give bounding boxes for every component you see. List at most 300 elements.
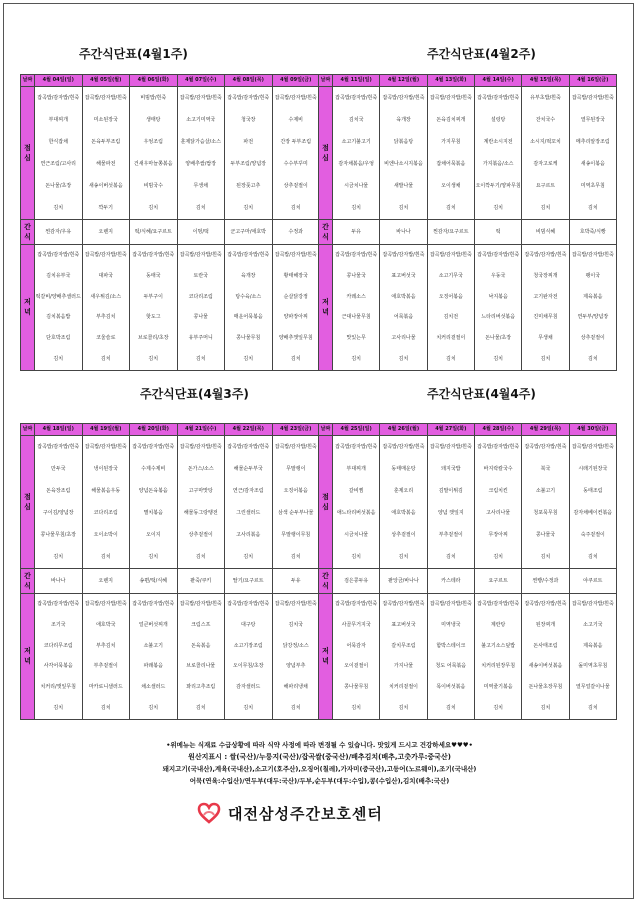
menu-item: 잡곡밥/감자밥/흰죽 bbox=[37, 601, 80, 607]
menu-item: 호박죽/식빵 bbox=[579, 229, 606, 235]
menu-cell bbox=[177, 436, 225, 569]
menu-item: 열무얼갈이나물 bbox=[575, 684, 610, 691]
menu-item: 김치 bbox=[445, 356, 456, 363]
menu-item: 두유 bbox=[351, 229, 361, 235]
menu-item: 무장아찌 bbox=[488, 532, 508, 538]
menu-item: 김치 bbox=[195, 705, 206, 712]
menu-item: 부대찌개 bbox=[346, 466, 366, 472]
menu-item: 만두국 bbox=[51, 466, 66, 472]
menu-item: 소고기장조림 bbox=[233, 642, 263, 649]
menu-item: 잡곡밥/감자밥/흰죽 bbox=[227, 95, 270, 101]
menu-cell bbox=[569, 245, 616, 371]
menu-cell bbox=[427, 87, 474, 220]
menu-cell bbox=[82, 245, 130, 371]
menu-item: 갈비찜 bbox=[348, 488, 364, 494]
menu-item: 수수부꾸미 bbox=[283, 161, 308, 167]
menu-item: 잡곡밥/감자밥/흰죽 bbox=[524, 252, 567, 258]
menu-cell bbox=[272, 87, 320, 220]
week3-menu-table bbox=[20, 423, 320, 720]
day-header: 4월 23일(금) bbox=[272, 424, 320, 436]
menu-item: 우동국 bbox=[490, 272, 506, 279]
menu-item: 오렌지 bbox=[98, 578, 113, 584]
menu-item: 꽈리고추조림 bbox=[186, 684, 216, 691]
menu-item: 맛있는무 bbox=[346, 335, 366, 342]
menu-item: 낙지볶음 bbox=[488, 293, 508, 300]
menu-item: 잡곡밥/감자밥/흰죽 bbox=[335, 252, 378, 258]
menu-item: 김치전 bbox=[443, 314, 459, 321]
menu-cell bbox=[177, 594, 225, 720]
menu-cell bbox=[333, 245, 380, 371]
menu-item: 양파장아찌 bbox=[283, 314, 308, 321]
menu-item: 오이소박이 bbox=[93, 532, 118, 538]
menu-item: 김치 bbox=[445, 705, 456, 712]
menu-cell bbox=[333, 569, 380, 594]
menu-cell bbox=[130, 436, 178, 569]
day-header: 4월 11일(일) bbox=[333, 75, 380, 87]
menu-item: 고사리볶음 bbox=[236, 532, 261, 538]
menu-cell bbox=[225, 245, 273, 371]
menu-item: 김말이튀김 bbox=[438, 488, 463, 494]
meal-section-row bbox=[21, 87, 320, 220]
menu-cell bbox=[333, 220, 380, 245]
menu-item: 치커리/깻잎무침 bbox=[40, 684, 76, 691]
menu-item: 수정과 bbox=[288, 229, 303, 235]
menu-cell bbox=[569, 436, 616, 569]
menu-item: 바나나 bbox=[396, 229, 411, 235]
menu-item: 잡곡밥/감자밥/흰죽 bbox=[477, 444, 520, 450]
menu-cell bbox=[35, 569, 83, 594]
day-header: 4월 29일(목) bbox=[522, 424, 569, 436]
menu-item: 유부주머니 bbox=[188, 335, 213, 342]
menu-item: 대구탕 bbox=[241, 621, 256, 628]
menu-item: 잡곡밥/감자밥/흰죽 bbox=[227, 444, 270, 450]
menu-cell bbox=[130, 569, 178, 594]
date-label: 날짜 bbox=[21, 424, 35, 436]
date-label: 날짜 bbox=[319, 424, 333, 436]
menu-item: 느타리버섯볶음 bbox=[481, 314, 516, 321]
menu-item: 김치국 bbox=[348, 117, 364, 123]
menu-item: 김치볶음밥 bbox=[46, 314, 71, 321]
menu-item: 진미채무침 bbox=[533, 314, 558, 321]
menu-item: 김치유부국 bbox=[46, 272, 71, 279]
menu-item: 잡곡밥/감자밥/흰죽 bbox=[132, 252, 175, 258]
menu-item: 잡곡밥/감자밥/흰죽 bbox=[179, 444, 222, 450]
menu-cell bbox=[333, 436, 380, 569]
menu-item: 김치 bbox=[398, 356, 409, 363]
menu-item: 된장풋고추 bbox=[236, 183, 261, 189]
day-header: 4월 21일(수) bbox=[177, 424, 225, 436]
day-header: 4월 28일(수) bbox=[474, 424, 521, 436]
menu-item: 잡곡밥/감자밥/흰죽 bbox=[571, 252, 614, 258]
menu-item: 잡곡밥/감자밥/흰죽 bbox=[132, 444, 175, 450]
menu-item: 표고버섯국 bbox=[391, 621, 416, 628]
menu-item: 김치 bbox=[290, 554, 301, 560]
menu-item: 돈육두부조림 bbox=[91, 139, 121, 145]
menu-cell bbox=[35, 87, 83, 220]
menu-item: 소불고기 bbox=[535, 488, 556, 494]
menu-item: 찐빵/수정과 bbox=[532, 578, 559, 584]
menu-cell bbox=[82, 594, 130, 720]
day-header: 4월 27일(화) bbox=[427, 424, 474, 436]
meal-label: 점 심 bbox=[319, 436, 333, 569]
menu-item: 육개장 bbox=[241, 272, 256, 279]
menu-item: 잡곡밥/감자밥/흰죽 bbox=[335, 601, 378, 607]
menu-item: 김치 bbox=[100, 705, 111, 712]
menu-item: 콩나물 bbox=[193, 314, 208, 321]
menu-item: 양념돈육볶음 bbox=[138, 488, 168, 494]
menu-item: 상추겉절이 bbox=[580, 335, 605, 342]
menu-cell bbox=[569, 594, 616, 720]
menu-item: 김치 bbox=[587, 356, 598, 363]
menu-item: 잡곡밥/감자밥/흰죽 bbox=[571, 444, 614, 450]
menu-item: 새송이버섯볶음 bbox=[88, 183, 123, 189]
menu-item: 돈사태조림 bbox=[533, 642, 558, 649]
menu-cell bbox=[380, 594, 427, 720]
menu-item: 돌미역초무침 bbox=[578, 663, 608, 670]
menu-item: 코다리조림 bbox=[93, 510, 118, 516]
menu-item: 콩나물무침 bbox=[344, 684, 369, 691]
meal-section-row bbox=[21, 569, 320, 594]
menu-item: 소고기무국 bbox=[438, 272, 463, 279]
menu-item: 코다리무조림 bbox=[43, 642, 73, 649]
menu-cell bbox=[130, 245, 178, 371]
week2-title: 주간식단표(4월2주) bbox=[427, 47, 536, 61]
menu-item: 김치 bbox=[351, 356, 361, 363]
menu-item: 깍두기 bbox=[98, 205, 113, 211]
menu-item: 김치 bbox=[195, 356, 206, 363]
day-header: 4월 05일(월) bbox=[82, 75, 130, 87]
day-header: 4월 15일(목) bbox=[522, 75, 569, 87]
menu-item: 시금치나물 bbox=[344, 532, 369, 538]
menu-item: 김치 bbox=[351, 705, 361, 712]
menu-item: 김치 bbox=[148, 554, 159, 560]
menu-cell bbox=[522, 245, 569, 371]
menu-cell bbox=[427, 220, 474, 245]
menu-item: 김치 bbox=[243, 205, 254, 211]
menu-item: 김치 bbox=[540, 356, 551, 363]
menu-item: 훈제닭가슴살/소스 bbox=[180, 139, 221, 145]
menu-item: 계란소시지전 bbox=[483, 139, 513, 145]
day-header: 4월 30일(금) bbox=[569, 424, 616, 436]
menu-item: 파래볶음 bbox=[143, 663, 163, 670]
day-header: 4월 09일(금) bbox=[272, 75, 320, 87]
menu-item: 얼큰버섯찌개 bbox=[138, 621, 168, 628]
menu-item: 바나나 bbox=[51, 578, 66, 584]
menu-item: 김치 bbox=[398, 705, 409, 712]
menu-item: 떡/식혜/요구르트 bbox=[134, 229, 172, 235]
menu-item: 잡곡밥/감자밥/흰죽 bbox=[335, 444, 378, 450]
day-header: 4월 26일(월) bbox=[380, 424, 427, 436]
menu-item: 잡곡밥/감자밥/흰죽 bbox=[84, 601, 127, 607]
menu-item: 돈육볶음 bbox=[191, 642, 211, 649]
menu-cell bbox=[474, 594, 521, 720]
menu-item: 열무된장국 bbox=[580, 117, 605, 123]
menu-item: 오이지 bbox=[146, 532, 161, 538]
menu-item: 잡곡밥/감자밥/흰죽 bbox=[274, 444, 317, 450]
date-label: 날짜 bbox=[21, 75, 35, 87]
menu-item: 고구마맛탕 bbox=[188, 488, 213, 494]
menu-item: 고사리나물 bbox=[391, 335, 416, 342]
menu-item: 비엔나소시지볶음 bbox=[384, 161, 423, 167]
week4-title: 주간식단표(4월4주) bbox=[427, 387, 536, 401]
menu-item: 양배추쌈/쌈장 bbox=[185, 161, 217, 167]
menu-item: 오이깍두기/양파무침 bbox=[475, 183, 521, 189]
menu-item: 김치 bbox=[290, 356, 301, 363]
menu-item: 잡곡밥/감자밥/흰죽 bbox=[477, 252, 520, 258]
menu-item: 송편/떡/식혜 bbox=[139, 578, 168, 584]
menu-item: 계란탕 bbox=[490, 621, 506, 628]
menu-item: 상추겉절이 bbox=[391, 532, 416, 538]
menu-item: 팥죽/쿠키 bbox=[190, 578, 212, 584]
menu-item: 김치 bbox=[148, 205, 159, 211]
menu-item: 무말랭이 bbox=[286, 466, 306, 472]
menu-item: 김치 bbox=[100, 356, 111, 363]
menu-item: 비빔국수 bbox=[143, 183, 163, 189]
menu-item: 생태탕 bbox=[146, 117, 161, 123]
menu-item: 코울슬로 bbox=[96, 335, 116, 342]
menu-item: 잡곡밥/감자밥/흰죽 bbox=[571, 95, 614, 101]
menu-item: 가지볶음/소스 bbox=[482, 161, 514, 167]
menu-cell bbox=[522, 569, 569, 594]
day-header: 4월 12일(월) bbox=[380, 75, 427, 87]
menu-item: 잡곡밥/감자밥/흰죽 bbox=[84, 444, 127, 450]
menu-item: 시래기된장국 bbox=[578, 466, 608, 472]
menu-item: 떡갈비/양배추샐러드 bbox=[35, 293, 81, 300]
menu-item: 건새우마늘쫑볶음 bbox=[133, 161, 173, 167]
menu-item: 김치 bbox=[398, 554, 409, 560]
menu-cell bbox=[474, 436, 521, 569]
day-header: 4월 22일(목) bbox=[225, 424, 273, 436]
menu-cell bbox=[177, 220, 225, 245]
menu-item: 김치 bbox=[243, 356, 254, 363]
meal-section-row bbox=[319, 245, 617, 371]
menu-item: 양념 깻잎지 bbox=[437, 510, 464, 516]
menu-cell bbox=[130, 87, 178, 220]
menu-item: 오징어볶음 bbox=[283, 488, 308, 494]
menu-cell bbox=[82, 436, 130, 569]
menu-item: 두부조림/양념장 bbox=[230, 161, 266, 167]
menu-item: 콩나물국 bbox=[346, 272, 366, 279]
menu-item: 김치 bbox=[587, 554, 598, 560]
menu-item: 무말랭이무침 bbox=[281, 532, 311, 538]
menu-item: 새발나물 bbox=[393, 183, 414, 189]
menu-item: 김치 bbox=[53, 554, 64, 560]
menu-item: 팥앙금/바나나 bbox=[388, 578, 419, 584]
menu-item: 해파리냉채 bbox=[283, 684, 308, 691]
menu-item: 오이무침/초장 bbox=[232, 663, 264, 670]
menu-item: 설렁탕 bbox=[490, 117, 506, 123]
menu-item: 잡곡밥/감자밥/흰죽 bbox=[84, 252, 127, 258]
date-label: 날짜 bbox=[319, 75, 333, 87]
menu-item: 김치 bbox=[445, 554, 456, 560]
menu-item: 매운어묵볶음 bbox=[233, 314, 263, 321]
menu-item: 오이겉절이 bbox=[344, 663, 369, 670]
menu-item: 김치 bbox=[493, 356, 503, 363]
menu-item: 돈나물초장무침 bbox=[528, 684, 563, 691]
menu-item: 감자고로케 bbox=[533, 161, 558, 167]
menu-item: 소불고기 bbox=[143, 642, 163, 649]
menu-item: 코다리조림 bbox=[188, 293, 213, 300]
menu-item: 무생채 bbox=[538, 335, 553, 342]
menu-item: 잡곡밥/감자밥/흰죽 bbox=[429, 95, 472, 101]
menu-item: 해물파전 bbox=[96, 161, 116, 167]
menu-item: 요구르트 bbox=[535, 183, 556, 189]
menu-item: 육개장 bbox=[396, 117, 411, 123]
menu-cell bbox=[225, 569, 273, 594]
menu-cell bbox=[177, 87, 225, 220]
menu-item: 브로콜리나물 bbox=[186, 663, 216, 670]
meal-section-row bbox=[21, 220, 320, 245]
menu-item: 수제비 bbox=[288, 117, 303, 123]
day-header: 4월 06일(화) bbox=[130, 75, 178, 87]
menu-item: 잡곡밥/감자밥/흰죽 bbox=[477, 601, 520, 607]
menu-item: 잡곡밥/감자밥/흰죽 bbox=[429, 252, 472, 258]
menu-cell bbox=[333, 594, 380, 720]
menu-item: 청국장 bbox=[241, 117, 256, 123]
meal-section-row bbox=[319, 569, 617, 594]
menu-item: 김치 bbox=[195, 554, 206, 560]
menu-item: 토란국 bbox=[193, 272, 208, 279]
menu-item: 청국장찌개 bbox=[533, 272, 558, 279]
meal-section-row bbox=[319, 87, 617, 220]
menu-item: 가지나물 bbox=[393, 663, 414, 670]
menu-item: 제육볶음 bbox=[583, 642, 603, 649]
menu-item: 애느타리버섯볶음 bbox=[336, 510, 376, 516]
week4-menu-table bbox=[318, 423, 617, 720]
meal-label: 점 심 bbox=[21, 87, 35, 220]
menu-item: 마카로니샐러드 bbox=[88, 684, 123, 691]
menu-item: 멸치볶음 bbox=[143, 510, 163, 516]
menu-cell bbox=[272, 220, 320, 245]
menu-item: 잡곡밥/감자밥/흰죽 bbox=[382, 252, 425, 258]
menu-item: 잡곡밥/감자밥/흰죽 bbox=[524, 601, 567, 607]
menu-item: 그린샐러드 bbox=[236, 510, 261, 516]
meal-section-row bbox=[319, 436, 617, 569]
menu-item: 갈치무조림 bbox=[391, 642, 416, 649]
menu-cell bbox=[427, 569, 474, 594]
menu-item: 비빔식혜 bbox=[535, 229, 556, 235]
meal-section-row bbox=[319, 220, 617, 245]
menu-item: 잡곡밥/감자밥/흰죽 bbox=[274, 252, 317, 258]
menu-item: 잡곡밥/감자밥/흰죽 bbox=[382, 601, 425, 607]
menu-item: 훈제오리 bbox=[393, 488, 414, 494]
menu-item: 김치 bbox=[445, 205, 456, 211]
menu-cell bbox=[82, 220, 130, 245]
menu-item: 미역냉국 bbox=[441, 621, 461, 628]
heart-knot-logo-icon bbox=[197, 801, 221, 825]
menu-item: 김치 bbox=[351, 205, 361, 211]
menu-item: 간장 두부조림 bbox=[280, 139, 312, 145]
menu-item: 북국 bbox=[540, 466, 551, 472]
menu-item: 김치 bbox=[351, 554, 361, 560]
menu-cell bbox=[225, 436, 273, 569]
menu-item: 닭볶음탕 bbox=[393, 139, 414, 145]
menu-item: 동태매운탕 bbox=[391, 466, 416, 472]
meal-label: 간 식 bbox=[21, 569, 35, 594]
menu-cell bbox=[35, 436, 83, 569]
menu-item: 소시지/떡꼬치 bbox=[530, 139, 561, 145]
menu-item: 된장찌개 bbox=[535, 621, 556, 628]
menu-item: 부추김치 bbox=[96, 314, 116, 321]
menu-item: 청도 어묵볶음 bbox=[435, 663, 467, 670]
menu-item: 동태조림 bbox=[583, 488, 603, 494]
day-header: 4월 07일(수) bbox=[177, 75, 225, 87]
menu-item: 부추겉절이 bbox=[93, 663, 118, 670]
menu-item: 잡곡밥/감자밥/흰죽 bbox=[382, 95, 425, 101]
menu-item: 순살닭강정 bbox=[283, 293, 308, 300]
menu-item: 김치 bbox=[540, 705, 551, 712]
menu-item: 요구르트 bbox=[488, 578, 508, 584]
menu-item: 크림스프 bbox=[191, 621, 211, 628]
menu-item: 오징어볶음 bbox=[438, 293, 463, 300]
menu-item: 떡 bbox=[495, 229, 501, 235]
menu-item: 양배추깻잎무침 bbox=[278, 335, 313, 342]
day-header: 4월 04일(일) bbox=[35, 75, 83, 87]
day-header: 4월 18일(일) bbox=[35, 424, 83, 436]
menu-item: 어묵볶음 bbox=[393, 314, 414, 321]
menu-item: 미역줄기볶음 bbox=[483, 684, 513, 691]
menu-cell bbox=[177, 245, 225, 371]
day-header: 4월 19일(월) bbox=[82, 424, 130, 436]
menu-item: 가지무침 bbox=[441, 139, 461, 145]
menu-item: 잡곡밥/감자밥/흰죽 bbox=[477, 95, 520, 101]
menu-item: 냉이된장국 bbox=[93, 466, 118, 472]
footer-notice: •위메뉴는 식재료 수급상황에 따라 식약 사정에 따라 변경될 수 있습니다. 맛있게 드시고 건강하세요♥♥♥• bbox=[166, 741, 473, 749]
menu-item: 새송이볶음 bbox=[580, 161, 605, 167]
footer-origin-3: 어묵(연육:수입산)/연두부(대두:국산)/두부,순두부(대두:수입),콩(수입산),김치(배추:국산) bbox=[189, 777, 450, 785]
menu-item: 김치 bbox=[53, 705, 64, 712]
menu-item: 잡곡밥/감자밥/흰죽 bbox=[227, 601, 270, 607]
day-header: 4월 25일(일) bbox=[333, 424, 380, 436]
menu-item: 수제수제비 bbox=[141, 466, 166, 472]
menu-item: 소고기미역국 bbox=[186, 117, 216, 123]
day-header: 4월 16일(금) bbox=[569, 75, 616, 87]
menu-cell bbox=[225, 220, 273, 245]
menu-cell bbox=[522, 220, 569, 245]
menu-cell bbox=[522, 87, 569, 220]
day-header: 4월 08일(목) bbox=[225, 75, 273, 87]
menu-item: 사골무거지국 bbox=[341, 621, 371, 628]
menu-item: 어묵감자 bbox=[346, 642, 366, 649]
menu-item: 검은콩두유 bbox=[344, 578, 369, 584]
menu-item: 김치 bbox=[587, 705, 598, 712]
menu-cell bbox=[474, 245, 521, 371]
menu-item: 사각어묵볶음 bbox=[43, 663, 73, 670]
menu-item: 콩나물무침 bbox=[236, 335, 261, 342]
meal-label: 간 식 bbox=[21, 220, 35, 245]
menu-item: 연근/감자조림 bbox=[232, 488, 264, 494]
menu-item: 찐감자/우유 bbox=[45, 229, 72, 235]
menu-cell bbox=[380, 245, 427, 371]
menu-item: 잡곡밥/감자밥/흰죽 bbox=[179, 95, 222, 101]
menu-item: 잡곡밥/감자밥/흰죽 bbox=[382, 444, 425, 450]
day-header: 4월 14일(수) bbox=[474, 75, 521, 87]
menu-item: 황태해장국 bbox=[283, 272, 308, 279]
menu-item: 김치 bbox=[243, 554, 254, 560]
menu-item: 잡곡밥/감자밥/흰죽 bbox=[37, 252, 80, 258]
menu-item: 해물순두부국 bbox=[233, 466, 263, 472]
menu-item: 팽이국 bbox=[585, 272, 601, 279]
menu-item: 잡곡밥/감자밥/흰죽 bbox=[132, 601, 175, 607]
menu-item: 잡곡밥/감자밥/흰죽 bbox=[429, 601, 472, 607]
menu-item: 근대나물무침 bbox=[341, 314, 371, 321]
menu-item: 오이생채 bbox=[441, 183, 461, 189]
menu-item: 잡채어묵볶음 bbox=[436, 161, 466, 167]
menu-item: 잡곡밥/감자밥/흰죽 bbox=[179, 252, 222, 258]
menu-item: 미역초무침 bbox=[580, 183, 605, 189]
menu-item: 단호박조림 bbox=[46, 335, 71, 342]
menu-item: 소고기국 bbox=[583, 621, 603, 628]
